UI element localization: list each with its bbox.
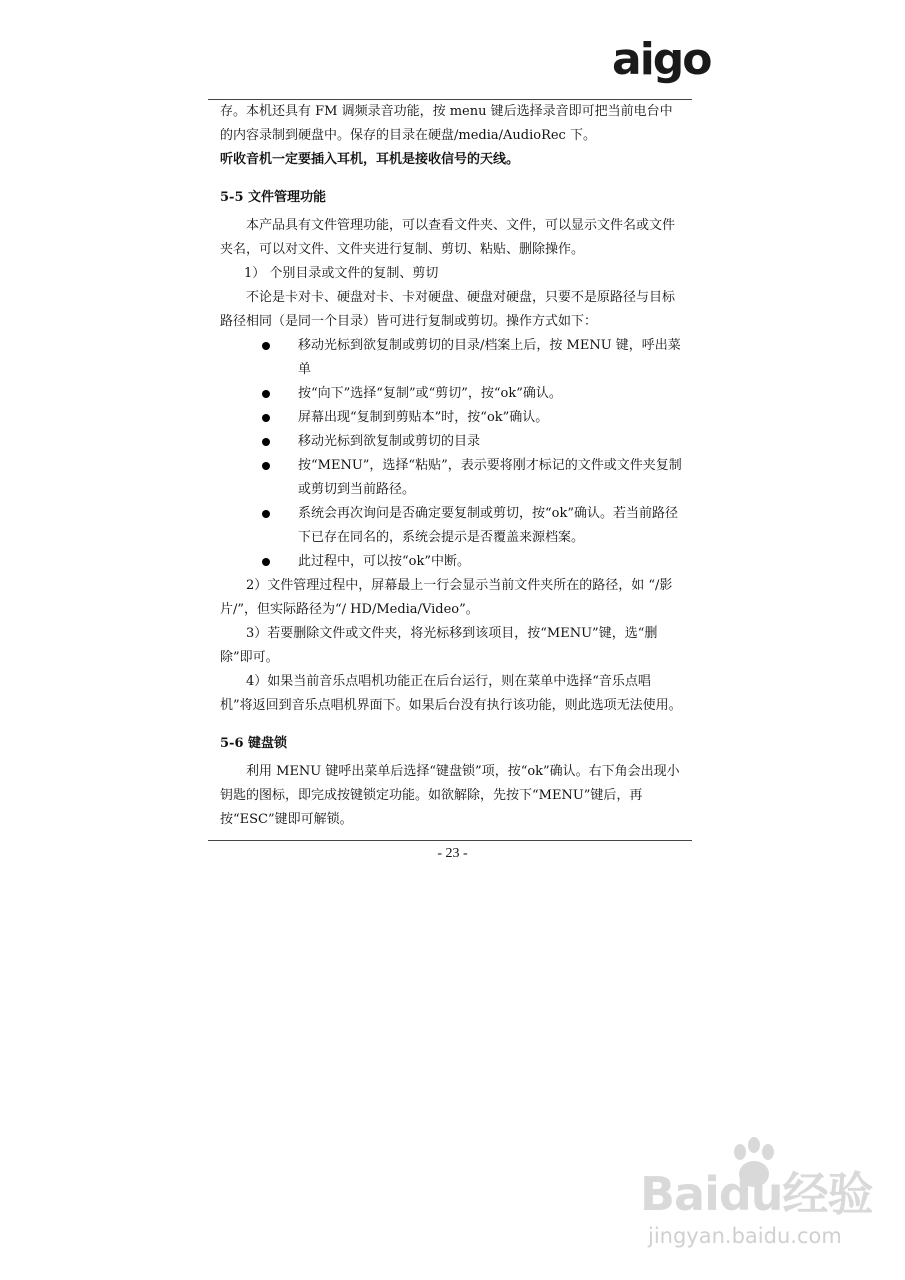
bullet-icon bbox=[262, 342, 270, 350]
baidu-jingyan-watermark bbox=[640, 1150, 880, 1270]
aigo-logo: aigo bbox=[612, 34, 711, 85]
item-1-title: 1） 个别目录或文件的复制、剪切 bbox=[244, 266, 439, 281]
paragraph-5-5-intro: 本产品具有文件管理功能，可以查看文件夹、文件，可以显示文件名或文件夹名，可以对文件、文件夹进行复制、剪切、粘贴、删除操作。 bbox=[220, 218, 676, 257]
item-3-paragraph: 3）若要删除文件或文件夹，将光标移到该项目，按“MENU”键，选“删除”即可。 bbox=[220, 626, 658, 665]
bullet-icon bbox=[262, 462, 270, 470]
list-item: 移动光标到欲复制或剪切的目录/档案上后，按 MENU 键，呼出菜单 bbox=[262, 334, 682, 382]
item-4-paragraph: 4）如果当前音乐点唱机功能正在后台运行，则在菜单中选择“音乐点唱机”将返回到音乐点唱机界面下。如果后台没有执行该功能，则此选项无法使用。 bbox=[220, 674, 682, 713]
steps-list bbox=[220, 334, 682, 574]
section-heading-5-6: 5-6 键盘锁 bbox=[220, 736, 288, 751]
bullet-icon bbox=[262, 558, 270, 566]
list-item: 移动光标到欲复制或剪切的目录 bbox=[262, 430, 682, 454]
list-item: 屏幕出现“复制到剪贴本”时，按“ok”确认。 bbox=[262, 406, 682, 430]
paragraph-5-6: 利用 MENU 键呼出菜单后选择“键盘锁”项，按“ok”确认。右下角会出现小钥匙的图标，即完成按键锁定功能。如欲解除，先按下“MENU”键后，再按“ESC”键即可解锁。 bbox=[220, 764, 680, 827]
footer-rule bbox=[208, 840, 692, 841]
paragraph-intro-bold: 听收音机一定要插入耳机，耳机是接收信号的天线。 bbox=[220, 152, 520, 167]
list-item: 此过程中，可以按“ok”中断。 bbox=[262, 550, 682, 574]
list-item: 按“向下”选择“复制”或“剪切”，按“ok”确认。 bbox=[262, 382, 682, 406]
page-number: - 23 - bbox=[437, 846, 468, 861]
section-heading-5-5: 5-5 文件管理功能 bbox=[220, 190, 327, 205]
bullet-icon bbox=[262, 390, 270, 398]
watermark-url: jingyan.baidu.com bbox=[648, 1224, 842, 1248]
paragraph-intro: 存。本机还具有 FM 调频录音功能，按 menu 键后选择录音即可把当前电台中的内容录制到硬盘中。保存的目录在硬盘/media/AudioRec 下。 bbox=[220, 104, 673, 143]
bullet-icon bbox=[262, 438, 270, 446]
bullet-icon bbox=[262, 414, 270, 422]
watermark-brand: Baidu经验 bbox=[640, 1167, 873, 1221]
bullet-icon bbox=[262, 510, 270, 518]
list-item: 按“MENU”，选择“粘贴”，表示要将刚才标记的文件或文件夹复制或剪切到当前路径。 bbox=[262, 454, 682, 502]
item-2-paragraph: 2）文件管理过程中，屏幕最上一行会显示当前文件夹所在的路径，如 “/影片/”，但实际路径为“/ HD/Media/Video”。 bbox=[220, 578, 673, 617]
item-1-description: 不论是卡对卡、硬盘对卡、卡对硬盘、硬盘对硬盘，只要不是原路径与目标路径相同（是同一个目录）皆可进行复制或剪切。操作方式如下： bbox=[220, 290, 676, 329]
page-content bbox=[220, 100, 682, 832]
list-item: 系统会再次询问是否确定要复制或剪切，按“ok”确认。若当前路径下已存在同名的，系统会提示是否覆盖来源档案。 bbox=[262, 502, 682, 550]
